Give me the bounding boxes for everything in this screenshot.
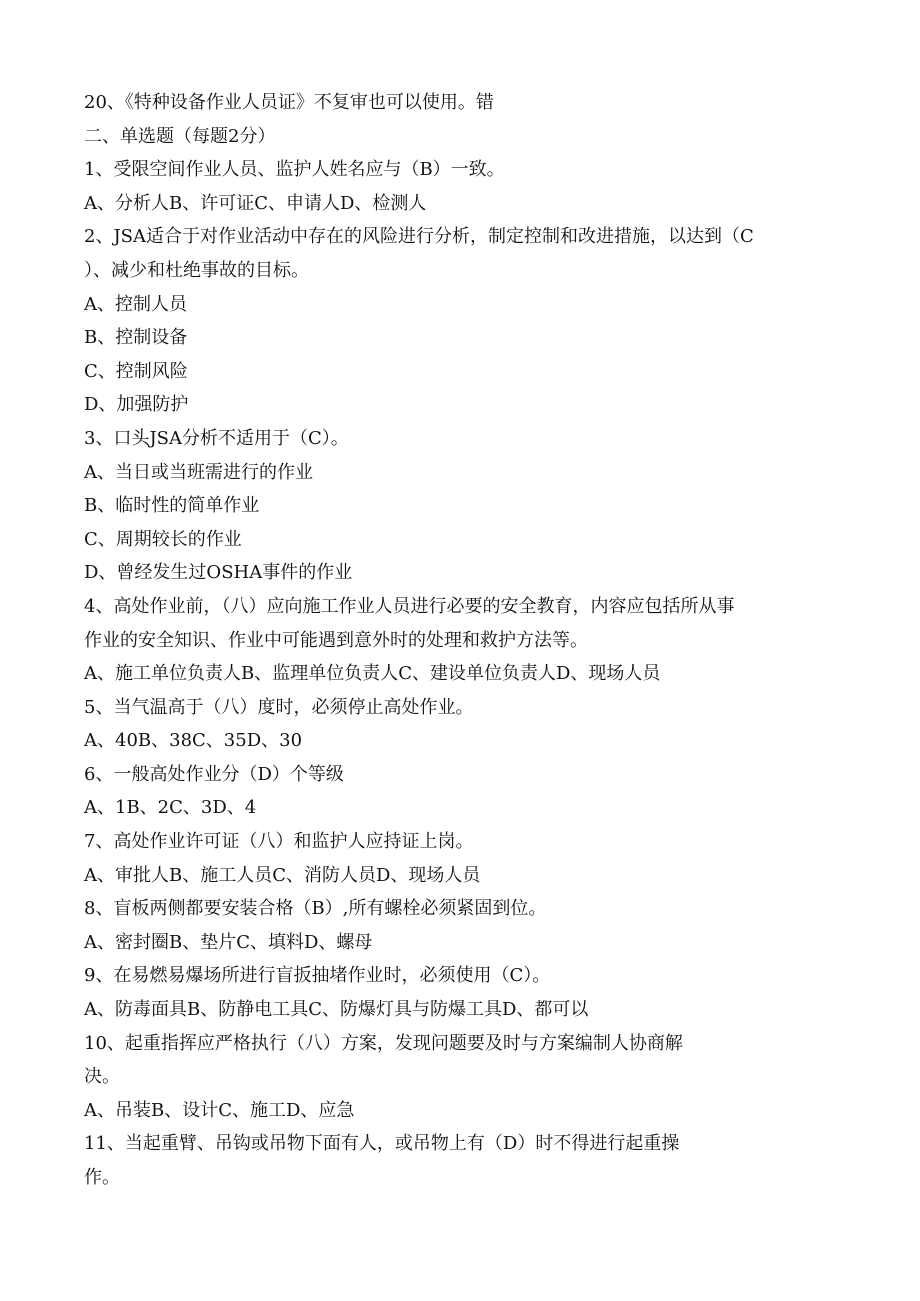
question-line: 8、盲板两侧都要安装合格（B）,所有螺栓必须紧固到位。 [84,898,547,920]
option-line: B、控制设备 [84,327,188,349]
option-line: C、控制风险 [84,360,188,382]
question-line-cont: 决。 [84,1066,120,1088]
options-line: A、1B、2C、3D、4 [84,797,257,819]
options-line: A、施工单位负责人B、监理单位负责人C、建设单位负责人D、现场人员 [84,663,661,685]
question-line: 10、起重指挥应严格执行（八）方案，发现问题要及时与方案编制人协商解 [84,1032,683,1054]
question-line: 2、JSA适合于对作业活动中存在的风险进行分析，制定控制和改进措施，以达到（C [84,226,754,248]
text-line: 20、《特种设备作业人员证》不复审也可以使用。错 [84,92,494,113]
question-line-cont: ）、减少和杜绝事故的目标。 [84,259,309,281]
option-line: C、周期较长的作业 [84,528,242,550]
question-line: 9、在易燃易爆场所进行盲扳抽堵作业时，必须使用（C）。 [84,965,551,987]
question-line-cont: 作业的安全知识、作业中可能遇到意外时的处理和救护方法等。 [84,629,588,651]
question-line: 4、高处作业前，（八）应向施工作业人员进行必要的安全教育，内容应包括所从事 [84,595,735,617]
question-line: 11、当起重臂、吊钩或吊物下面有人，或吊物上有（D）时不得进行起重操 [84,1133,680,1155]
question-line: 6、一般高处作业分（D）个等级 [84,763,344,785]
options-line: A、分析人B、许可证C、申请人D、检测人 [84,192,427,214]
option-line: A、控制人员 [84,293,187,315]
question-line: 5、当气温高于（八）度时，必须停止高处作业。 [84,696,474,718]
option-line: A、当日或当班需进行的作业 [84,461,313,483]
question-line: 3、口头JSA分析不适用于（C）。 [84,427,349,449]
options-line: A、密封圈B、垫片C、填料D、螺母 [84,931,373,953]
options-line: A、40B、38C、35D、30 [84,730,303,752]
options-line: A、防毒面具B、防静电工具C、防爆灯具与防爆工具D、都可以 [84,999,589,1021]
section-heading: 二、单选题（每题2分） [84,125,276,147]
option-line: D、曾经发生过OSHA事件的作业 [84,562,353,584]
question-line-cont: 作。 [84,1167,120,1188]
question-line: 1、受限空间作业人员、监护人姓名应与（B）一致。 [84,159,505,181]
question-line: 7、高处作业许可证（八）和监护人应持证上岗。 [84,831,474,853]
option-line: D、加强防护 [84,394,189,416]
option-line: B、临时性的简单作业 [84,495,260,517]
options-line: A、吊装B、设计C、施工D、应急 [84,1099,355,1121]
options-line: A、审批人B、施工人员C、消防人员D、现场人员 [84,864,481,886]
